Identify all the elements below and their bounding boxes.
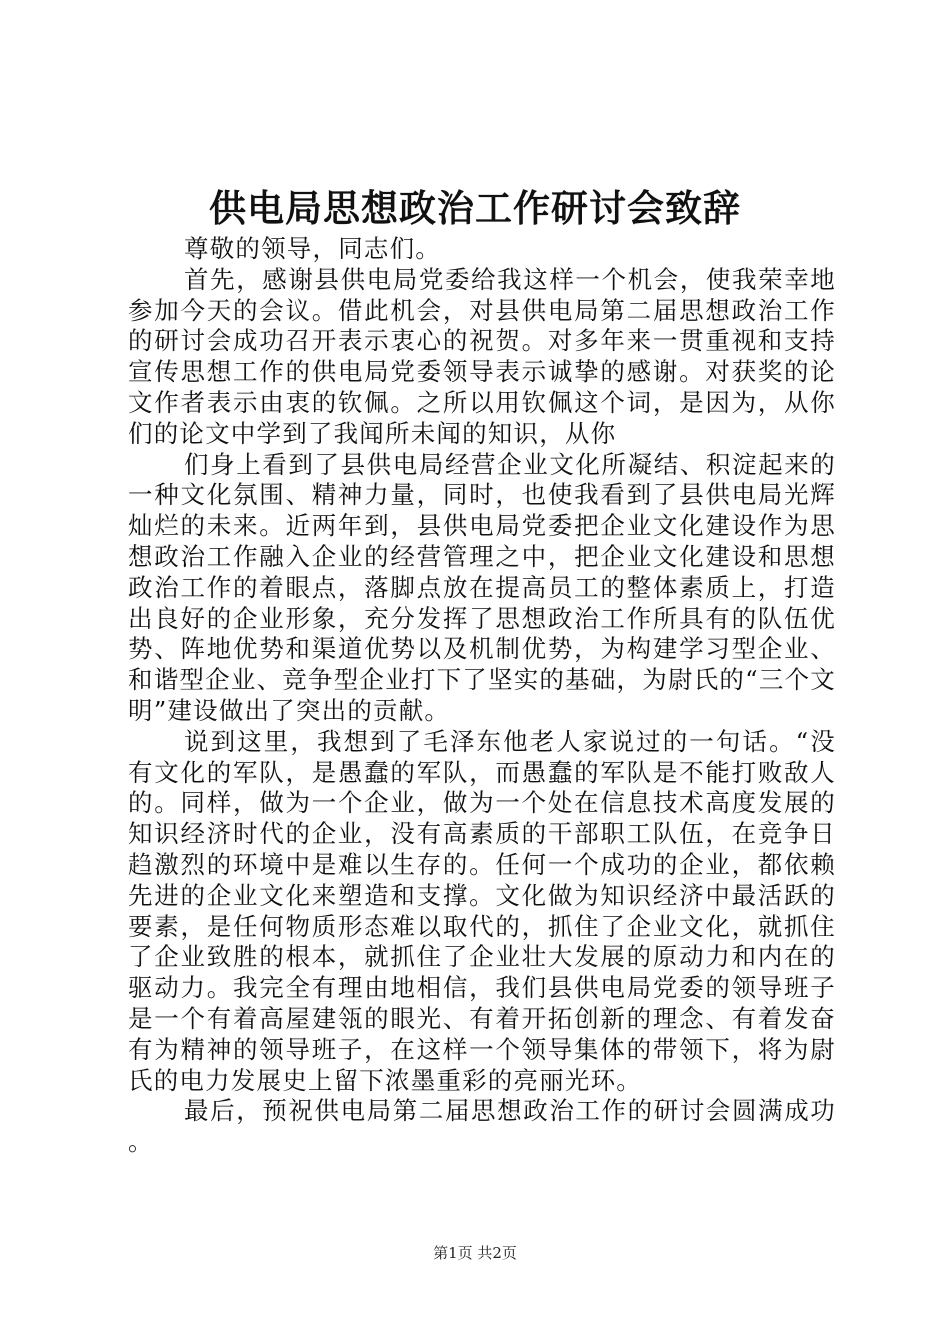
- body-paragraph-3: 说到这里，我想到了毛泽东他老人家说过的一句话。“没有文化的军队，是愚蠢的军队，而愚蠢的军队是不能打败敌人的。同样，做为一个企业，做为一个处在信息技术高度发展的知识经济时代的企业，没有高素质的干部职工队伍，在竞争日趋激烈的环境中是难以生存的。任何一个成功的企业，都依赖先进的企业文化来塑造和支撑。文化做为知识经济中最活跃的要素，是任何物质形态难以取代的，抓住了企业文化，就抓住了企业致胜的根本，就抓住了企业壮大发展的原动力和内在的驱动力。我完全有理由地相信，我们县供电局党委的领导班子是一个有着高屋建瓴的眼光、有着开拓创新的理念、有着发奋有为精神的领导班子，在这样一个领导集体的带领下，将为尉氏的电力发展史上留下浓墨重彩的亮丽光环。: [128, 726, 836, 1095]
- closing-paragraph: 最后，预祝供电局第二届思想政治工作的研讨会圆满成功。: [128, 1096, 836, 1157]
- page-number-footer: 第1页 共2页: [433, 1244, 517, 1262]
- body-paragraph-2: 们身上看到了县供电局经营企业文化所凝结、积淀起来的一种文化氛围、精神力量，同时，也使我看到了县供电局光辉灿烂的未来。近两年到，县供电局党委把企业文化建设作为思想政治工作融入企业的经营管理之中，把企业文化建设和思想政治工作的着眼点，落脚点放在提高员工的整体素质上，打造出良好的企业形象，充分发挥了思想政治工作所具有的队伍优势、阵地优势和渠道优势以及机制优势，为构建学习型企业、和谐型企业、竞争型企业打下了坚实的基础，为尉氏的“三个文明”建设做出了突出的贡献。: [128, 449, 836, 725]
- salutation-paragraph: 尊敬的领导，同志们。: [184, 234, 441, 263]
- document-body: [128, 234, 836, 1158]
- body-paragraph-1: 首先，感谢县供电局党委给我这样一个机会，使我荣幸地参加今天的会议。借此机会，对县供电局第二届思想政治工作的研讨会成功召开表示衷心的祝贺。对多年来一贯重视和支持宣传思想工作的供电局党委领导表示诚挚的感谢。对获奖的论文作者表示由衷的钦佩。之所以用钦佩这个词，是因为，从你们的论文中学到了我闻所未闻的知识，从你: [128, 264, 836, 448]
- document-title: 供电局思想政治工作研讨会致辞: [209, 186, 741, 230]
